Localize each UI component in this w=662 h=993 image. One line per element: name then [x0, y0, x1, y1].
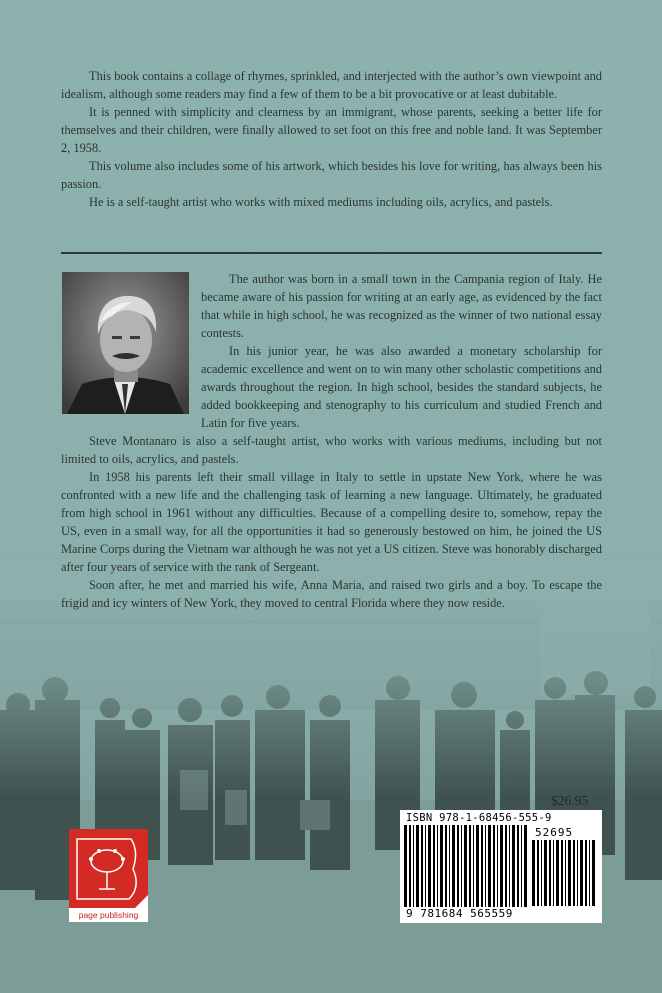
- bio-paragraph: Soon after, he met and married his wife, Anna Maria, and raised two girls and a boy. To escape the frigid and icy winters of New York, they moved to central Florida where they now reside.: [61, 578, 602, 610]
- author-bio: [61, 270, 602, 612]
- section-divider: [61, 252, 602, 254]
- publisher-logo: [69, 829, 148, 922]
- barcode-digits: 9 781684 565559: [406, 907, 513, 920]
- bio-paragraph: The author was born in a small town in the Campania region of Italy. He became aware of his passion for writing at an early age, as evidenced by the fact that while in high school, he was recognized as the winner of two national essay contests.: [201, 272, 602, 340]
- portrait-spacer: [61, 270, 201, 430]
- immigrants-background-photo: [0, 560, 662, 993]
- publisher-name: page publishing: [69, 908, 148, 922]
- intro-paragraph: It is penned with simplicity and clearness by an immigrant, whose parents, seeking a better life for themselves and their children, were finally allowed to set foot on this free and noble land. It was September 2, 1958.: [61, 105, 602, 155]
- price-label: $26.95: [551, 793, 589, 808]
- addon-bars: [532, 840, 598, 906]
- intro-paragraph: He is a self-taught artist who works with mixed mediums including oils, acrylics, and pastels.: [89, 195, 553, 209]
- intro-text: [61, 67, 602, 211]
- price-code: 52695: [535, 826, 574, 839]
- intro-paragraph: This volume also includes some of his artwork, which besides his love for writing, has always been his passion.: [61, 159, 602, 191]
- bio-paragraph: In 1958 his parents left their small village in Italy to settle in upstate New York, where he was confronted with a new life and the challenging task of learning a new language. Ultimately, he graduated from high school in 1961 without any difficulties. Because of a compelling desire to, somehow, repay the US, even in a small way, for all the opportunities it had so generously bestowed on him, he joined the US Marine Corps during the Vietnam war although he was not yet a US citizen. Steve was honorably discharged after four years of service with the rank of Sergeant.: [61, 470, 602, 574]
- bio-paragraph: In his junior year, he was also awarded a monetary scholarship for academic excellence and went on to win many other scholastic competitions and awards throughout the region. In high school, besides the standard subjects, he added bookkeeping and stenography to his curriculum and studied French and Latin for five years.: [201, 344, 602, 430]
- isbn-barcode: [400, 810, 602, 923]
- bio-paragraph: Steve Montanaro is also a self-taught artist, who works with various mediums, including but not limited to oils, acrylics, and pastels.: [61, 434, 602, 466]
- intro-paragraph: This book contains a collage of rhymes, sprinkled, and interjected with the author’s own viewpoint and idealism, although some readers may find a few of them to be a bit provocative or at least dubitable.: [61, 69, 602, 101]
- ean-bars: [404, 825, 528, 907]
- logo-emblem: [69, 829, 148, 908]
- isbn-label: ISBN 978-1-68456-555-9: [406, 812, 552, 824]
